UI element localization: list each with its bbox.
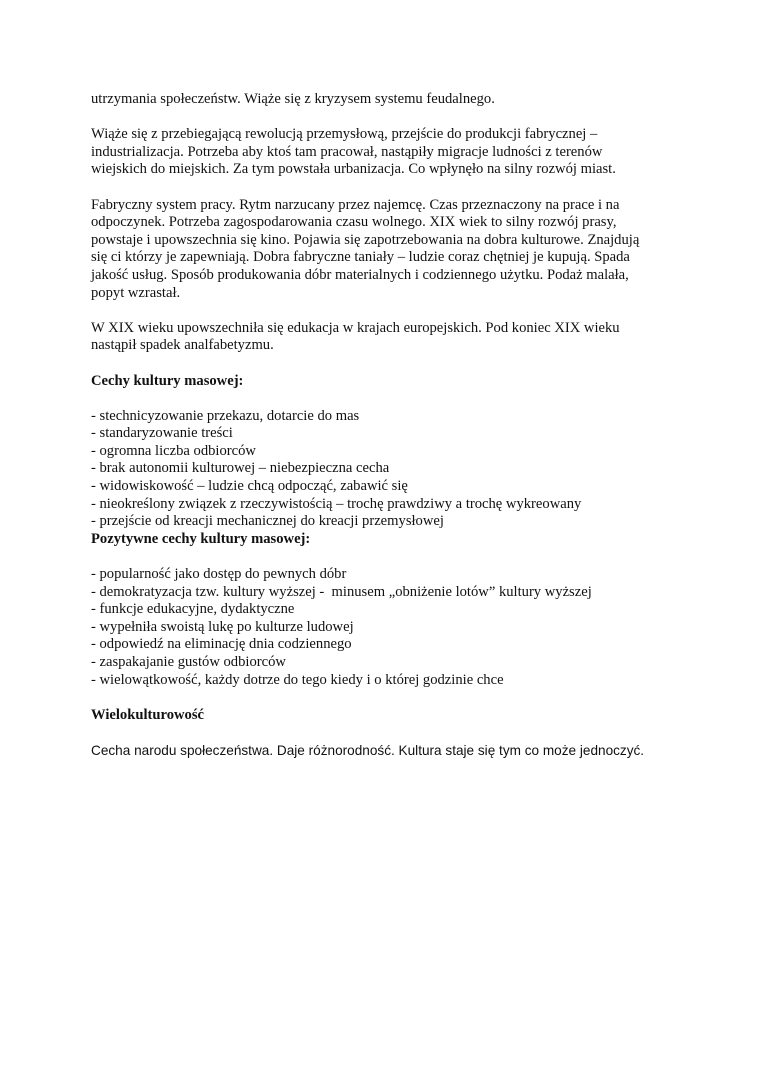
- paragraph-gap: [91, 689, 681, 707]
- paragraph-gap: [91, 302, 681, 320]
- paragraph-line: odpoczynek. Potrzeba zagospodarowania czasu wolnego. XIX wiek to silny rozwój prasy,: [91, 214, 617, 231]
- list-item: - funkcje edukacyjne, dydaktyczne: [91, 601, 295, 618]
- list-item: - zaspakajanie gustów odbiorców: [91, 654, 286, 670]
- list-item: - odpowiedź na eliminację dnia codziennego: [91, 636, 352, 653]
- document-body: [91, 91, 681, 760]
- list-item: - brak autonomii kulturowej – niebezpieczna cecha: [91, 460, 390, 477]
- list-item: - przejście od kreacji mechanicznej do kreacji przemysłowej: [91, 513, 444, 530]
- paragraph-line: wiejskich do miejskich. Za tym powstała urbanizacja. Co wpłynęło na silny rozwój miast.: [91, 161, 616, 178]
- section-heading-wielokulturowosc: Wielokulturowość: [91, 706, 204, 723]
- paragraph-line: popyt wzrastał.: [91, 284, 181, 301]
- list-item: - ogromna liczba odbiorców: [91, 442, 256, 459]
- paragraph-line: się ci którzy je zapewniają. Dobra fabryczne taniały – ludzie coraz chętniej je kupują. Spada: [91, 249, 630, 266]
- pozytywne-list: [91, 566, 681, 689]
- list-item: - nieokreślony związek z rzeczywistością – trochę prawdziwy a trochę wykreowany: [91, 495, 582, 512]
- paragraph-line: industrializacja. Potrzeba aby ktoś tam pracował, nastąpiły migracje ludności z terenów: [91, 143, 603, 160]
- paragraph-gap: [91, 109, 681, 127]
- paragraph-line: W XIX wieku upowszechniła się edukacja w krajach europejskich. Pod koniec XIX wieku: [91, 319, 620, 336]
- list-item: - demokratyzacja tzw. kultury wyższej - minusem „obniżenie lotów” kultury wyższej: [91, 583, 592, 600]
- list-item: - popularność jako dostęp do pewnych dóbr: [91, 566, 347, 583]
- paragraph-gap: [91, 355, 681, 373]
- cechy-list: [91, 408, 681, 531]
- paragraph-line: powstaje i upowszechnia się kino. Pojawia się zapotrzebowania na dobra kulturowe. Znajdują: [91, 231, 640, 248]
- list-item: - wielowątkowość, każdy dotrze do tego kiedy i o której godzinie chce: [91, 671, 504, 688]
- list-item: - widowiskowość – ludzie chcą odpocząć, zabawić się: [91, 478, 408, 495]
- list-item: - stechnicyzowanie przekazu, dotarcie do mas: [91, 407, 360, 424]
- paragraph-line: Wiąże się z przebiegającą rewolucją przemysłową, przejście do produkcji fabrycznej –: [91, 126, 598, 143]
- paragraph-wielokulturowosc: Cecha narodu społeczeństwa. Daje różnorodność. Kultura staje się tym co może jednoczyć.: [91, 742, 645, 758]
- paragraph-line: nastąpił spadek analfabetyzmu.: [91, 337, 274, 354]
- paragraph-line: utrzymania społeczeństw. Wiąże się z kryzysem systemu feudalnego.: [91, 91, 495, 107]
- section-heading-cechy: Cechy kultury masowej:: [91, 372, 244, 389]
- list-item: - standaryzowanie treści: [91, 425, 233, 442]
- paragraph-line: Fabryczny system pracy. Rytm narzucany przez najemcę. Czas przeznaczony na prace i na: [91, 196, 620, 213]
- paragraph-gap: [91, 548, 681, 566]
- section-heading-pozytywne: Pozytywne cechy kultury masowej:: [91, 530, 311, 547]
- paragraph-line: jakość usług. Sposób produkowania dóbr materialnych i codziennego użytku. Podaż malała,: [91, 266, 629, 283]
- paragraph-gap: [91, 179, 681, 197]
- list-item: - wypełniła swoistą lukę po kulturze ludowej: [91, 618, 354, 635]
- paragraph-gap: [91, 390, 681, 408]
- paragraph-gap: [91, 724, 681, 742]
